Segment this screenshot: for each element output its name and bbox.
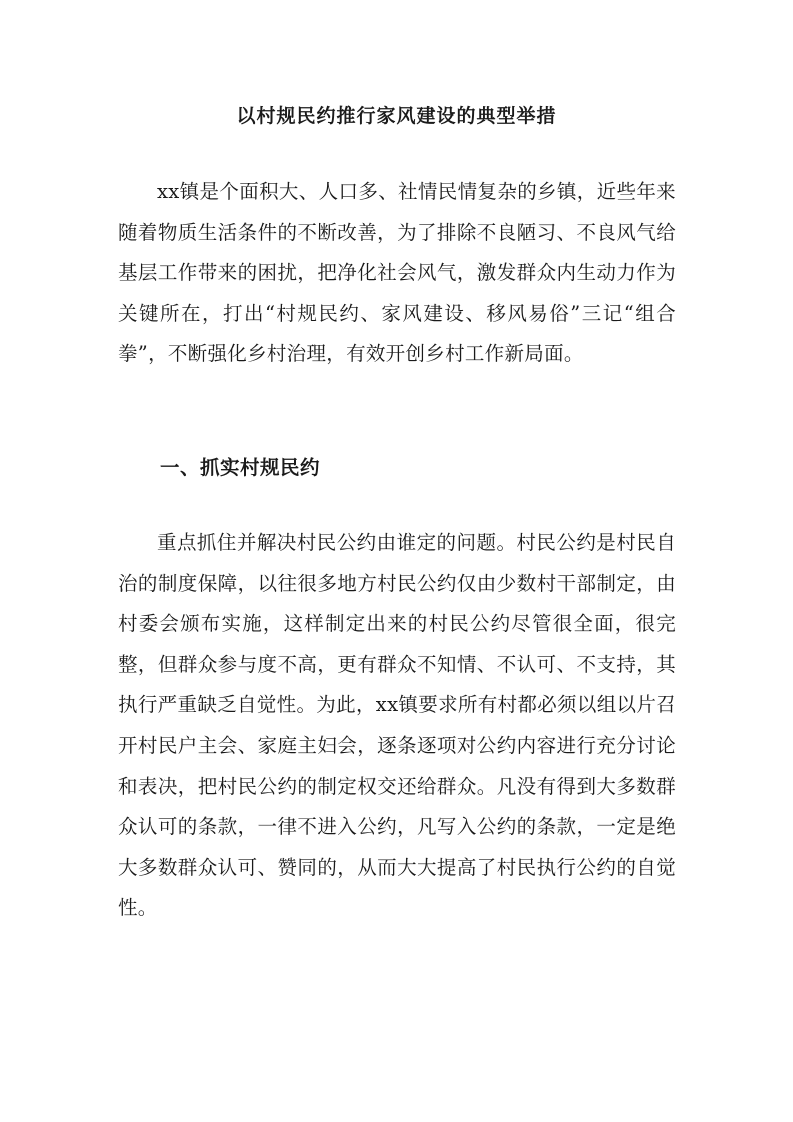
document-title: 以村规民约推行家风建设的典型举措 [236,105,557,127]
section-paragraph: 重点抓住并解决村民公约由谁定的问题。村民公约是村民自治的制度保障，以往很多地方村民公约仅由少数村干部制定，由村委会颁布实施，这样制定出来的村民公约尽管很全面，很完整，但群众参与度不高，更有群众不知情、不认可、不支持，其执行严重缺乏自觉性。为此，xx镇要求所有村都必须以组以片召开村民户主会、家庭主妇会，逐条逐项对公约内容进行充分讨论和表决，把村民公约的制定权交还给群众。凡没有得到大多数群众认可的条款，一律不进入公约，凡写入公约的条款，一定是绝大多数群众认可、赞同的，从而大大提高了村民执行公约的自觉性。 [118,531,676,920]
intro-paragraph: xx镇是个面积大、人口多、社情民情复杂的乡镇，近些年来随着物质生活条件的不断改善，为了排除不良陋习、不良风气给基层工作带来的困扰，把净化社会风气，激发群众内生动力作为关键所在，打出“村规民约、家风建设、移风易俗”三记“组合拳”，不断强化乡村治理，有效开创乡村工作新局面。 [118,180,676,366]
section-heading: 一、抓实村规民约 [160,456,321,479]
